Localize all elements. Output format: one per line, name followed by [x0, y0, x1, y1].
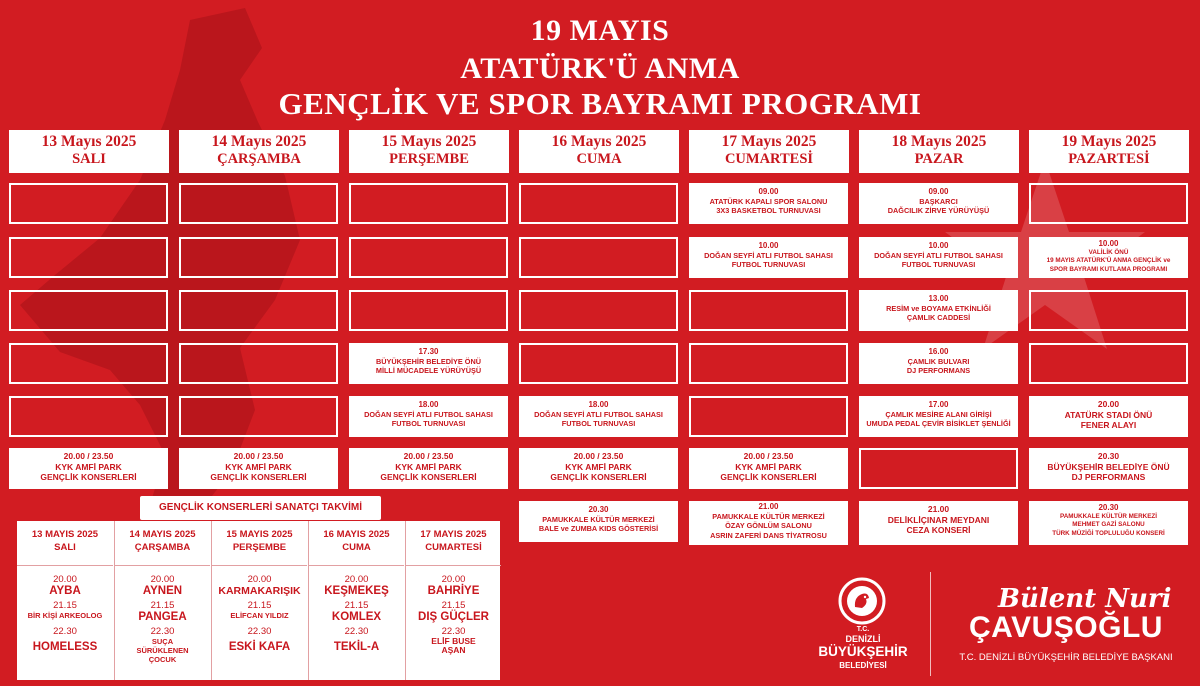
event-cell: 20.00 ATATÜRK STADI ÖNÜ FENER ALAYI — [1029, 396, 1188, 437]
day-date: 19 Mayıs 2025 — [1061, 133, 1157, 150]
schedule-cell-empty — [689, 396, 848, 437]
day-date: 14 Mayıs 2025 — [211, 133, 307, 150]
act-time: 21.15 — [247, 600, 272, 611]
day-header — [1029, 130, 1189, 173]
event-cell: 20.00 / 23.50 KYK AMFİ PARK GENÇLİK KONSERLERİ — [179, 448, 338, 489]
day-header — [179, 130, 339, 173]
day-weekday: PAZAR — [914, 151, 964, 167]
act-name: SUÇA SÜRÜKLENEN ÇOCUK — [136, 637, 189, 664]
act-time: 20.00 — [150, 574, 175, 585]
act-name: HOMELESS — [32, 641, 98, 653]
artist-schedule-header: 13 MAYIS 2025 SALI — [17, 521, 113, 566]
event-cell: 13.00 RESİM ve BOYAMA ETKİNLİĞİ ÇAMLIK CADDESİ — [859, 290, 1018, 331]
artist-schedule-header: 15 MAYIS 2025 PERŞEMBE — [212, 521, 307, 566]
logo-city: DENİZLİ — [845, 634, 881, 644]
schedule-cell-empty — [859, 448, 1018, 489]
act-name: ESKİ KAFA — [228, 641, 291, 653]
artist-schedule-column — [308, 521, 404, 680]
schedule-cell-empty — [1029, 183, 1188, 224]
event-cell: 20.30 BÜYÜKŞEHİR BELEDİYE ÖNÜ DJ PERFORMANS — [1029, 448, 1188, 489]
act-time: 20.00 — [441, 574, 466, 585]
act-name: BAHRİYE — [427, 585, 480, 597]
day-header — [9, 130, 169, 173]
act-name: KEŞMEKEŞ — [324, 585, 389, 597]
mayor-last-name: ÇAVUŞOĞLU — [969, 611, 1163, 644]
event-cell: 18.00 DOĞAN SEYFİ ATLI FUTBOL SAHASI FUTBOL TURNUVASI — [349, 396, 508, 437]
day-weekday: CUMA — [576, 151, 622, 167]
event-cell: 20.00 / 23.50 KYK AMFİ PARK GENÇLİK KONSERLERİ — [349, 448, 508, 489]
artist-schedule-table — [17, 521, 500, 680]
day-weekday: PAZARTESİ — [1068, 151, 1150, 167]
artist-schedule-column — [405, 521, 501, 680]
logo-divider — [930, 572, 931, 676]
schedule-cell-empty — [9, 343, 168, 384]
act-time: 22.30 — [150, 626, 175, 637]
schedule-cell-empty — [689, 343, 848, 384]
act-name: PANGEA — [138, 611, 187, 623]
event-cell: 17.00 ÇAMLIK MESİRE ALANI GİRİŞİ UMUDA PEDAL ÇEVİR BİSİKLET ŞENLİĞİ — [859, 396, 1018, 437]
mayor-title: T.C. DENİZLİ BÜYÜKŞEHİR BELEDİYE BAŞKANI — [959, 652, 1173, 663]
act-time: 22.30 — [441, 626, 466, 637]
schedule-cell-empty — [179, 183, 338, 224]
mayor-first-name: Bülent Nuri — [998, 584, 1172, 614]
act-name: BİR KİŞİ ARKEOLOG — [27, 611, 103, 620]
day-header — [689, 130, 849, 173]
act-time: 21.15 — [53, 600, 77, 611]
event-cell: 10.00 DOĞAN SEYFİ ATLI FUTBOL SAHASI FUTBOL TURNUVASI — [859, 237, 1018, 278]
act-time: 22.30 — [344, 626, 369, 637]
day-date: 16 Mayıs 2025 — [551, 133, 647, 150]
municipality-emblem-icon — [838, 577, 886, 625]
day-date: 15 Mayıs 2025 — [381, 133, 477, 150]
artist-schedule-column — [114, 521, 210, 680]
act-time: 21.15 — [441, 600, 466, 611]
schedule-cell-empty — [519, 290, 678, 331]
schedule-cell-empty — [9, 183, 168, 224]
logo-sub: BELEDİYESİ — [839, 661, 887, 670]
act-name: DIŞ GÜÇLER — [418, 611, 489, 623]
day-header — [349, 130, 509, 173]
artist-schedule-column — [17, 521, 113, 680]
title-line-2: ATATÜRK'Ü ANMA — [460, 52, 740, 85]
day-weekday: CUMARTESİ — [724, 151, 814, 167]
act-time: 20.00 — [344, 574, 369, 585]
schedule-cell-empty — [349, 183, 508, 224]
event-cell: 21.00 PAMUKKALE KÜLTÜR MERKEZİ ÖZAY GÖNLÜM SALONU ASRIN ZAFERİ DANS TİYATROSU — [689, 501, 848, 545]
event-cell: 20.00 / 23.50 KYK AMFİ PARK GENÇLİK KONSERLERİ — [9, 448, 168, 489]
schedule-cell-empty — [9, 237, 168, 278]
act-name: TEKİL-A — [333, 641, 380, 653]
event-cell: 09.00 BAŞKARCI DAĞCILIK ZİRVE YÜRÜYÜŞÜ — [859, 183, 1018, 224]
event-cell: 16.00 ÇAMLIK BULVARI DJ PERFORMANS — [859, 343, 1018, 384]
act-time: 20.00 — [53, 574, 77, 585]
day-weekday: PERŞEMBE — [389, 151, 469, 167]
act-name: KOMLEX — [331, 611, 382, 623]
act-time: 22.30 — [247, 626, 272, 637]
schedule-cell-empty — [519, 237, 678, 278]
logo-tc: T.C. — [856, 626, 870, 633]
day-date: 17 Mayıs 2025 — [721, 133, 817, 150]
artist-schedule-header: 16 MAYIS 2025 CUMA — [309, 521, 404, 566]
event-cell: 21.00 DELİKLİÇINAR MEYDANI CEZA KONSERİ — [859, 501, 1018, 545]
act-name: KARMAKARIŞIK — [218, 585, 301, 597]
schedule-cell-empty — [1029, 290, 1188, 331]
artist-schedule-header: 17 MAYIS 2025 CUMARTESİ — [406, 521, 501, 566]
event-cell: 10.00 DOĞAN SEYFİ ATLI FUTBOL SAHASI FUTBOL TURNUVASI — [689, 237, 848, 278]
act-time: 22.30 — [53, 626, 77, 637]
act-time: 21.15 — [150, 600, 175, 611]
title-line-3: GENÇLİK VE SPOR BAYRAMI PROGRAMI — [278, 86, 922, 121]
schedule-cell-empty — [349, 290, 508, 331]
day-weekday: SALI — [72, 151, 106, 167]
artist-schedule-title: GENÇLİK KONSERLERİ SANATÇI TAKVİMİ — [140, 496, 381, 520]
schedule-cell-empty — [179, 290, 338, 331]
act-time: 21.15 — [344, 600, 369, 611]
event-cell: 09.00 ATATÜRK KAPALI SPOR SALONU 3X3 BASKETBOL TURNUVASI — [689, 183, 848, 224]
day-header — [859, 130, 1019, 173]
schedule-cell-empty — [349, 237, 508, 278]
act-name: AYBA — [49, 585, 81, 597]
day-header — [519, 130, 679, 173]
event-cell: 20.30 PAMUKKALE KÜLTÜR MERKEZİ MEHMET GAZİ SALONU TÜRK MÜZİĞİ TOPLULUĞU KONSERİ — [1029, 501, 1188, 545]
day-date: 18 Mayıs 2025 — [891, 133, 987, 150]
artist-schedule-column — [211, 521, 307, 680]
event-cell: 20.30 PAMUKKALE KÜLTÜR MERKEZİ BALE ve ZUMBA KIDS GÖSTERİSİ — [519, 501, 678, 542]
schedule-cell-empty — [179, 237, 338, 278]
day-date: 13 Mayıs 2025 — [41, 133, 137, 150]
event-cell: 10.00 VALİLİK ÖNÜ 19 MAYIS ATATÜRK'Ü ANMA GENÇLİK ve SPOR BAYRAMI KUTLAMA PROGRAMI — [1029, 237, 1188, 278]
act-name: ELİF BUSE AŞAN — [431, 636, 476, 655]
logo-name: BÜYÜKŞEHİR — [818, 644, 908, 659]
act-time: 20.00 — [247, 574, 272, 585]
schedule-cell-empty — [689, 290, 848, 331]
event-cell: 20.00 / 23.50 KYK AMFİ PARK GENÇLİK KONSERLERİ — [689, 448, 848, 489]
event-cell: 20.00 / 23.50 KYK AMFİ PARK GENÇLİK KONSERLERİ — [519, 448, 678, 489]
artist-schedule-header: 14 MAYIS 2025 ÇARŞAMBA — [115, 521, 210, 566]
event-cell: 18.00 DOĞAN SEYFİ ATLI FUTBOL SAHASI FUTBOL TURNUVASI — [519, 396, 678, 437]
schedule-cell-empty — [1029, 343, 1188, 384]
day-weekday: ÇARŞAMBA — [217, 151, 301, 167]
event-cell: 17.30 BÜYÜKŞEHİR BELEDİYE ÖNÜ MİLLİ MÜCADELE YÜRÜYÜŞÜ — [349, 343, 508, 384]
act-name: ELİFCAN YILDIZ — [230, 611, 289, 620]
schedule-cell-empty — [179, 343, 338, 384]
schedule-cell-empty — [519, 183, 678, 224]
schedule-cell-empty — [9, 396, 168, 437]
schedule-cell-empty — [179, 396, 338, 437]
act-name: AYNEN — [142, 585, 183, 597]
schedule-cell-empty — [519, 343, 678, 384]
schedule-cell-empty — [9, 290, 168, 331]
title-line-1: 19 MAYIS — [530, 14, 670, 47]
